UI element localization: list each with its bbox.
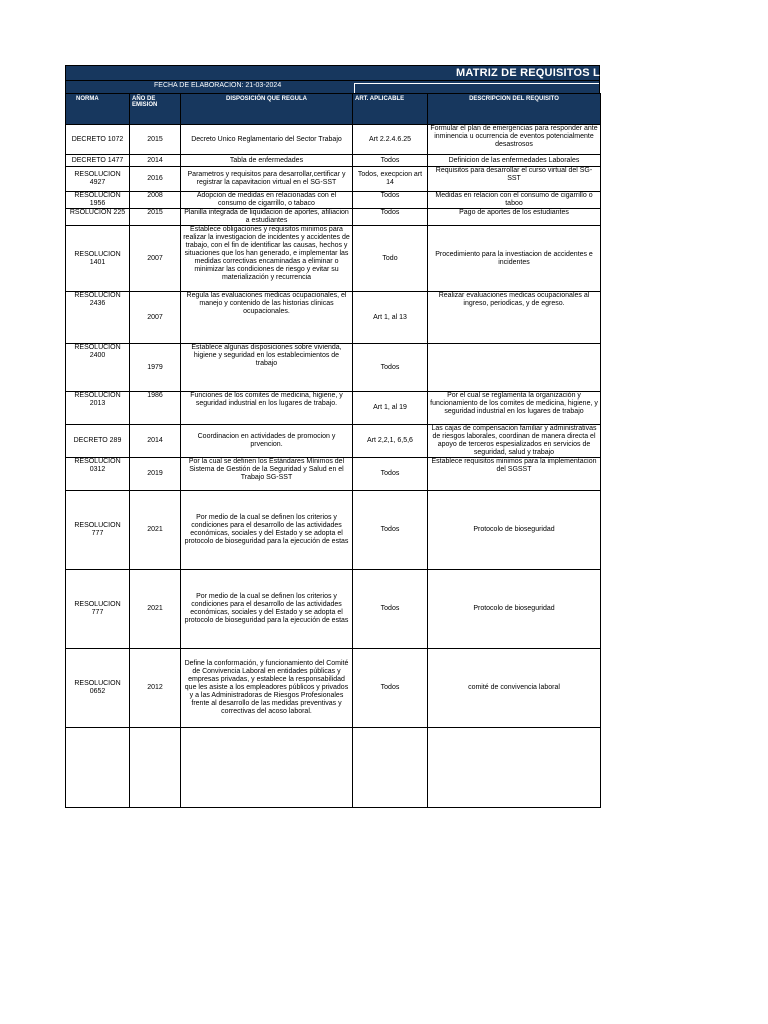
table-row — [66, 649, 601, 728]
cell-art: Art 2.2.4.6.25 — [353, 125, 428, 155]
cell-descripcion: Establece requisitos minimos para la implementacion del SGSST — [428, 458, 601, 491]
cell-norma: RESOLUCION 2436 — [66, 292, 130, 344]
cell-disposicion: Establece algunas disposiciones sobre vivienda, higiene y seguridad en los establecimientos de trabajo — [181, 344, 353, 392]
cell-anio: 2021 — [130, 491, 181, 570]
table-row — [66, 209, 601, 226]
table-row — [66, 292, 601, 344]
cell-disposicion: Parametros y requisitos para desarrollar,certificar y registrar la capavitacion virtual en el SG-SST — [181, 167, 353, 192]
table-row — [66, 392, 601, 425]
cell-disposicion: Por la cual se definen los Estándares Mínimos del Sistema de Gestión de la Seguridad y Salud en el Trabajo SG-SST — [181, 458, 353, 491]
cell-art: Todos — [353, 192, 428, 209]
table-row — [66, 344, 601, 392]
cell-anio: 2015 — [130, 209, 181, 226]
cell-disposicion — [181, 728, 353, 808]
cell-anio: 2019 — [130, 458, 181, 491]
table-row — [66, 155, 601, 167]
sheet-title: MATRIZ DE REQUISITOS LEG — [456, 67, 617, 79]
table-header-row — [66, 94, 601, 125]
cell-norma: RESOLUCION 0312 — [66, 458, 130, 491]
cell-art: Art 1, al 13 — [353, 292, 428, 344]
cell-anio: 2012 — [130, 649, 181, 728]
cell-art: Todos — [353, 209, 428, 226]
cell-art: Todos — [353, 344, 428, 392]
cell-disposicion: Por medio de la cual se definen los criterios y condiciones para el desarrollo de las actividades económicas, sociales y del Estado y se adopta el protocolo de bioseguridad para la ejecución de estas — [181, 491, 353, 570]
cell-disposicion: Funciones de los comites de medicina, higiene, y seguridad industrial en los lugares de trabajo. — [181, 392, 353, 425]
cell-descripcion: Requisitos para desarrollar el curso virtual del SG-SST — [428, 167, 601, 192]
col-header-anio: AÑO DE EMISION — [130, 94, 181, 125]
cell-descripcion: Protocolo de bioseguridad — [428, 491, 601, 570]
cell-descripcion: Por el cual se reglamenta la organización y funcionamiento de los comites de medicina, higiene, y seguridad industrial en los lugares de trabajo — [428, 392, 601, 425]
cell-norma: RSOLUCION 225 — [66, 209, 130, 226]
cell-disposicion: Coordinacion en actividades de promocion y prvencion. — [181, 425, 353, 458]
cell-art: Todos — [353, 491, 428, 570]
cell-descripcion: Medidas en relacion con el consumo de cigarrillo o taboo — [428, 192, 601, 209]
cell-anio: 2008 — [130, 192, 181, 209]
cell-descripcion: comité de convivencia laboral — [428, 649, 601, 728]
cell-anio: 2015 — [130, 125, 181, 155]
cell-art: Todos — [353, 570, 428, 649]
cell-norma: RESOLUCION 1401 — [66, 226, 130, 292]
cell-descripcion: Protocolo de bioseguridad — [428, 570, 601, 649]
date-bar-divider — [354, 83, 355, 93]
date-bar-line — [354, 83, 599, 84]
cell-descripcion: Pago de aportes de los estudiantes — [428, 209, 601, 226]
table-row — [66, 491, 601, 570]
cell-anio: 2016 — [130, 167, 181, 192]
table-row — [66, 226, 601, 292]
table-row — [66, 167, 601, 192]
fecha-elaboracion: FECHA DE ELABORACION: 21-03-2024 — [154, 82, 282, 89]
table-row — [66, 570, 601, 649]
cell-art: Todo — [353, 226, 428, 292]
col-header-art: ART. APLICABLE — [353, 94, 428, 125]
table-row — [66, 125, 601, 155]
cell-anio: 2007 — [130, 226, 181, 292]
date-bar — [65, 81, 600, 93]
table-row — [66, 192, 601, 209]
cell-norma: RESOLUCION 2400 — [66, 344, 130, 392]
table-row — [66, 425, 601, 458]
cell-norma: RESOLUCION 777 — [66, 570, 130, 649]
cell-art — [353, 728, 428, 808]
cell-descripcion — [428, 344, 601, 392]
cell-norma — [66, 728, 130, 808]
cell-descripcion: Realizar evaluaciones medicas ocupacionales al ingreso, periodicas, y de egreso. — [428, 292, 601, 344]
cell-disposicion: Define la conformación, y funcionamiento del Comité de Convivencia Laboral en entidades públicas y empresas privadas, y establece la responsabilidad que les asiste a los empleadores públicos y privados y a las Administradoras de Riesgos Profesionales frente al desarrollo de las medidas preventivas y correctivas del acoso laboral. — [181, 649, 353, 728]
cell-norma: RESOLUCION 777 — [66, 491, 130, 570]
cell-norma: DECRETO 1072 — [66, 125, 130, 155]
cell-norma: RESOLUCION 0652 — [66, 649, 130, 728]
cell-norma: DECRETO 1477 — [66, 155, 130, 167]
cell-art: Todos — [353, 649, 428, 728]
table-row — [66, 728, 601, 808]
requirements-table — [65, 93, 601, 808]
cell-art: Todos — [353, 155, 428, 167]
cell-anio: 1986 — [130, 392, 181, 425]
cell-art: Art 1, al 19 — [353, 392, 428, 425]
cell-norma: RESOLUCION 2013 — [66, 392, 130, 425]
table-row — [66, 458, 601, 491]
cell-descripcion: Procedimiento para la investiacion de accidentes e incidentes — [428, 226, 601, 292]
cell-descripcion: Definicion de las enfermedades Laborales — [428, 155, 601, 167]
cell-anio: 2021 — [130, 570, 181, 649]
cell-disposicion: Regula las evaluaciones medicas ocupacionales, el manejo y contenido de las historias clinicas ocupacionales. — [181, 292, 353, 344]
cell-anio: 1979 — [130, 344, 181, 392]
cell-disposicion: Tabla de enfermedades — [181, 155, 353, 167]
cell-art: Todos, execpcion art 14 — [353, 167, 428, 192]
cell-descripcion — [428, 728, 601, 808]
cell-disposicion: Planilla integrada de liquidacion de aportes, afiliacion a estudiantes — [181, 209, 353, 226]
cell-norma: DECRETO 289 — [66, 425, 130, 458]
cell-disposicion: Adopcion de medidas en relacionadas con el consumo de cigarrillo, o tabaco — [181, 192, 353, 209]
col-header-descripcion: DESCRIPCION DEL REQUISITO — [428, 94, 601, 125]
cell-disposicion: Establece obligaciones y requisitos minimos para realizar la investigacion de incidentes y accidentes de trabajo, con el fin de identificar las causas, hechos y situaciones que los han generado, e implementar las medidas correctivas encaminadas a eliminar o minimizar las condiciones de riesgo y evitar su materialización y recurrencia — [181, 226, 353, 292]
cell-disposicion: Decreto Unico Reglamentario del Sector Trabajo — [181, 125, 353, 155]
col-header-disposicion: DISPOSICIÓN QUE REGULA — [181, 94, 353, 125]
cell-anio: 2014 — [130, 155, 181, 167]
legal-requirements-sheet — [65, 65, 617, 808]
cell-art: Todos — [353, 458, 428, 491]
cell-disposicion: Por medio de la cual se definen los criterios y condiciones para el desarrollo de las actividades económicas, sociales y del Estado y se adopta el protocolo de bioseguridad para la ejecución de estas — [181, 570, 353, 649]
title-bar — [65, 65, 617, 81]
cell-norma: RESOLUCION 1956 — [66, 192, 130, 209]
cell-anio — [130, 728, 181, 808]
cell-anio: 2014 — [130, 425, 181, 458]
cell-anio: 2007 — [130, 292, 181, 344]
cell-norma: RESOLUCION 4927 — [66, 167, 130, 192]
cell-descripcion: Formular el plan de emergencias para responder ante inminencia u ocurrencia de eventos potencialmente desastrosos — [428, 125, 601, 155]
cell-art: Art 2,2,1, 6,5,6 — [353, 425, 428, 458]
cell-descripcion: Las cajas de compensacion familiar y administrativas de riesgos laborales, coordinan de manera directa el apoyo de terceros espesializados en servicios de seguridad, salud y trabajo — [428, 425, 601, 458]
col-header-norma: NORMA — [66, 94, 130, 125]
